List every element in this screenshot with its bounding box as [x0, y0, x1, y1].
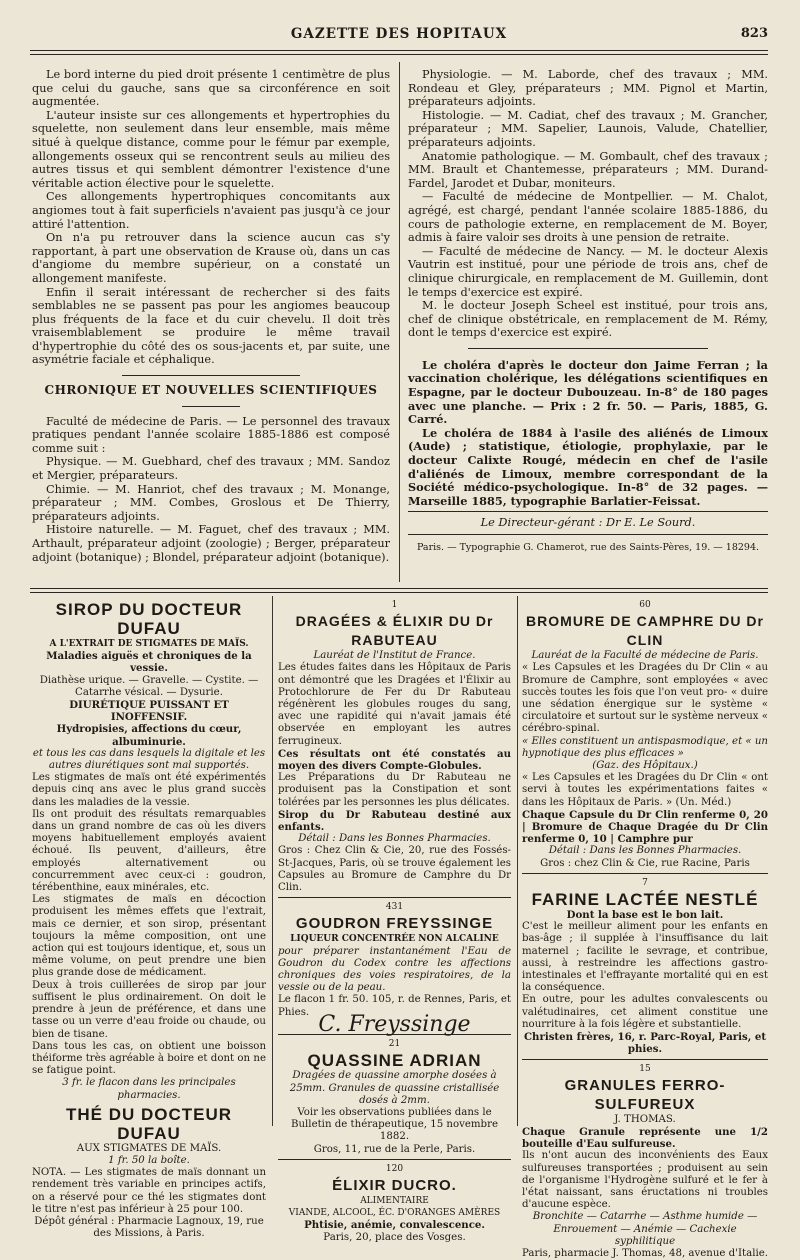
faculty-paragraph: Histoire naturelle. — M. Faguet, chef des travaux ; MM. Arthault, préparateur adjoint (zoologie) ; Berger, préparateur adjoint (botanique) ; Blondel, préparateur adjoint (botanique).	[32, 523, 390, 564]
ad-text: Dragées de quassine amorphe dosées à 25mm. Granules de quassine cristallisée dosés à 2mm.	[289, 1070, 500, 1106]
ad-title: BROMURE DE CAMPHRE DU Dr CLIN	[526, 613, 764, 649]
ad-divider-2	[517, 596, 518, 1126]
ad-citation: (Gaz. des Hôpitaux.)	[592, 760, 698, 772]
ad-text: Phtisie, anémie, convalescence.	[304, 1219, 485, 1232]
news-paragraph: — Faculté de médecine de Nancy. — M. le docteur Alexis Vautrin est institué, pour une période de trois ans, chef de clinique chirurgicale, en remplacement de M. Guillemin, dont le temps d'exercice est expiré.	[408, 244, 768, 299]
ad-text: Ils n'ont aucun des inconvénients des Eaux sulfureuses transportées ; produisent au sein de l'organisme l'Hydrogène sulfuré et le fer à l'état naissant, sans éructations ni troubles d'aucune espèce.	[522, 1150, 768, 1211]
ads-top-rule	[30, 588, 768, 589]
ad-rule	[522, 873, 768, 874]
article-paragraph: On n'a pu retrouver dans la science aucun cas s'y rapportant, à part une observation de Krause où, dans un cas d'angiome du membre supérieur, on a constaté un allongement manifeste.	[32, 231, 390, 285]
ad-tag: ALIMENTAIRE	[360, 1195, 429, 1206]
faculty-paragraph: Physiologie. — M. Laborde, chef des travaux ; MM. Rondeau et Gley, préparateurs ; MM. Pignol et Martin, préparateurs adjoints.	[408, 68, 768, 109]
ad-text: Chaque Capsule du Dr Clin renferme 0, 20 | Bromure de Chaque Dragée du Dr Clin renferme 0, 10 | Camphre pur	[522, 808, 768, 846]
news-paragraph: — Faculté de médecine de Montpellier. — M. Chalot, agrégé, est chargé, pendant l'année scolaire 1885-1886, du cours de pathologie externe, en remplacement de M. Boyer, admis à faire valoir ses droits à une pension de retraite.	[408, 190, 768, 245]
ad-depot: Dépôt général : Pharmacie Lagnoux, 19, rue des Missions, à Paris.	[34, 1215, 264, 1240]
ad-tag: LIQUEUR CONCENTRÉE NON ALCALINE	[290, 934, 499, 945]
ad-title-granules: GRANULES FERRO-SULFUREUX	[564, 1076, 726, 1113]
ad-column-dufau	[32, 600, 266, 1240]
ad-rule	[278, 897, 511, 898]
ad-subtitle: A L'EXTRAIT DE STIGMATES DE MAÏS.	[49, 639, 249, 649]
ads-top-rule-thin	[30, 592, 768, 593]
ad-subtitle: Lauréat de la Faculté de médecine de Paris.	[531, 650, 759, 662]
article-paragraph: Enfin il serait intéressant de rechercher si des faits semblables ne se passent pas pour les angiomes beaucoup plus fréquents de la face et du cuir chevelu. Il doit très vraisemblablement se produire le même travail d'hypertrophie du côté des os sous-jacents et, par suite, une asymétrie faciale et céphalique.	[32, 285, 390, 367]
ad-text: Ces résultats ont été constatés au moyen des divers Compte-Globules.	[278, 747, 511, 773]
ad-note: NOTA. — Les stigmates de maïs donnant un rendement très variable en principes actifs, on a réservé pour ce thé les stigmates dont le titre n'est pas inférieur à 25 pour 100.	[32, 1167, 266, 1215]
page-header	[30, 26, 768, 46]
ad-text: Voir les observations publiées dans le Bulletin de thérapeutique, 15 novembre 1882.	[291, 1106, 498, 1143]
ad-title: DRAGÉES & ÉLIXIR DU Dr RABUTEAU	[295, 613, 494, 649]
ad-column-rabuteau	[278, 598, 511, 1244]
ad-number: 21	[388, 1039, 401, 1050]
ad-title-2: THÉ DU DOCTEUR DUFAU	[65, 1104, 233, 1143]
news-paragraph: M. le docteur Joseph Scheel est institué, pour trois ans, chef de clinique obstétricale, en remplacement de M. Rémy, dont le temps d'exercice est expiré.	[408, 299, 768, 340]
ad-title-elixir: ÉLIXIR DUCRO.	[332, 1176, 457, 1194]
ad-rule	[522, 1059, 768, 1060]
ad-line: Ils ont produit des résultats remarquables dans un grand nombre de cas où les divers moyens habituellement employés avaient échoué. Ils peuvent, d'ailleurs, être employés alternativement ou concurremment avec ceux-ci : goudron, térébenthine, eaux minérales, etc.	[32, 808, 266, 894]
ad-title-quassine: QUASSINE ADRIAN	[307, 1051, 482, 1071]
ad-divider-1	[272, 596, 273, 1126]
ad-line: Hydropisies, affections du cœur, albuminurie.	[56, 723, 242, 748]
ad-subtitle-2: AUX STIGMATES DE MAÏS.	[76, 1142, 222, 1154]
article-paragraph: Le bord interne du pied droit présente 1 centimètre de plus que celui du gauche, sans que sa circonférence en soit augmentée.	[32, 68, 390, 109]
column-divider	[399, 62, 400, 582]
ad-number: 1	[391, 600, 398, 610]
ad-text: C'est le meilleur aliment pour les enfants en bas-âge ; il supplée à l'insuffisance du lait maternel ; facilite le sevrage, et contribue, aussi, à restreindre les affections gastro-intestinales et l'effrayante mortalité qui en est la conséquence.	[522, 921, 768, 994]
ad-line: Dans tous les cas, on obtient une boisson théiforme très agréable à boire et dont on ne se fatigue point.	[32, 1040, 266, 1077]
page-number: 823	[740, 26, 768, 41]
director-signature: Le Directeur-gérant : Dr E. Le Sourd.	[480, 516, 696, 530]
ad-gros: Gros : chez Clin & Cie, rue Racine, Paris	[540, 857, 750, 869]
header-rule	[30, 50, 768, 51]
bibliography-entry: Le choléra de 1884 à l'asile des aliénés de Limoux (Aude) ; statistique, étiologie, prophylaxie, par le docteur Calixte Rougé, médecin en chef de l'asile d'aliénés de Limoux, membre correspondant de la Société médico-psychologique. In-8° de 32 pages. — Marseille 1885, typographie Barlatier-Feissat.	[408, 425, 768, 508]
ad-line: Deux à trois cuillerées de sirop par jour suffisent le plus ordinairement. On doit le prendre à jeun de préférence, et dans une tasse ou un verre d'eau froide ou chaude, ou bien de tisane.	[32, 979, 266, 1040]
ad-text: Les études faites dans les Hôpitaux de Paris ont démontré que les Dragées et l'Élixir au Protochlorure de Fer du Dr Rabuteau régénèrent les globules rouges du sang, avec une rapidité qui n'avait jamais été observée en employant les autres ferrugineux.	[278, 662, 511, 747]
section-title: CHRONIQUE ET NOUVELLES SCIENTIFIQUES	[44, 383, 378, 398]
section-rule	[122, 375, 300, 376]
ad-number: 120	[385, 1163, 404, 1174]
ad-number: 7	[642, 877, 648, 888]
faculty-paragraph: Physique. — M. Guebhard, chef des travaux ; MM. Sandoz et Mergier, préparateurs.	[32, 455, 390, 483]
ad-text: « Les Capsules et les Dragées du Dr Clin « ont servi à toutes les expérimentations faites « dans les Hôpitaux de Paris. » (Un. Méd.)	[522, 772, 768, 808]
ad-detail: Détail : Dans les Bonnes Pharmacies.	[298, 833, 491, 845]
ad-column-clin	[522, 598, 768, 1260]
printer-imprint: Paris. — Typographie G. Chamerot, rue des Saints-Pères, 19. — 18294.	[416, 542, 760, 553]
header-rule-thin	[30, 54, 768, 55]
ad-address: Paris, 20, place des Vosges.	[323, 1231, 466, 1243]
ad-gros: Gros, 11, rue de la Perle, Paris.	[313, 1143, 476, 1155]
ad-tag: Dont la base est le bon lait.	[566, 909, 724, 922]
ad-price: 1 fr. 50 la boîte.	[108, 1154, 190, 1166]
ad-number: 60	[639, 600, 651, 610]
ad-line: 3 fr. le flacon dans les principales pharmacies.	[62, 1077, 236, 1101]
ad-text: Bronchite — Catarrhe — Asthme humide — Enrouement — Anémie — Cachexie syphilitique	[532, 1211, 758, 1247]
faculty-paragraph: Histologie. — M. Cadiat, chef des travaux ; M. Grancher, préparateur ; MM. Sapelier, Launois, Valude, Chatellier, préparateurs adjoints.	[408, 108, 768, 149]
faculty-paragraph: Anatomie pathologique. — M. Gombault, chef des travaux ; MM. Brault et Chantemesse, préparateurs ; MM. Durand-Fardel, Jarodet et Dubar, moniteurs.	[408, 149, 768, 190]
ad-line: et tous les cas dans lesquels la digitale et les autres diurétiques sont mal supportés.	[32, 747, 266, 772]
ad-text: Les Préparations du Dr Rabuteau ne produisent pas la Constipation et sont tolérées par les personnes les plus délicates.	[278, 772, 511, 808]
faculty-paragraph: Faculté de médecine de Paris. — Le personnel des travaux pratiques pendant l'année scolaire 1885-1886 est composé comme suit :	[32, 414, 390, 455]
ad-text: « Les Capsules et les Dragées du Dr Clin « au Bromure de Camphre, sont employées « avec succès toutes les fois que l'on veut pro- « duire une sédation énergique sur le système « circulatoire et surtout sur le système nerveux « cérébro-spinal.	[522, 662, 768, 735]
article-paragraph: L'auteur insiste sur ces allongements et hypertrophies du squelette, non seulement dans leur ensemble, mais même situé à quelque distance, comme pour le fémur par exemple, allongements osseux qui se rencontrent seuls au milieu des autres tissus et qui semblent démontrer l'existence d'une véritable action élective pour le squelette.	[32, 108, 390, 190]
ad-subtitle: Lauréat de l'Institut de France.	[313, 650, 476, 662]
article-paragraph: Ces allongements hypertrophiques concomitants aux angiomes tout à fait superficiels n'avaient pas jusqu'à ce jour attiré l'attention.	[32, 190, 390, 231]
ad-price: Le flacon 1 fr. 50. 105, r. de Rennes, Paris, et Phies.	[278, 994, 511, 1018]
signature-rule	[408, 511, 768, 512]
ad-text: pour préparer instantanément l'Eau de Goudron du Codex contre les affections chroniques des voies respiratoires, de la vessie ou de la peau.	[278, 945, 511, 994]
ad-text: « Elles constituent un antispasmodique, et « un hypnotique des plus efficaces »	[522, 735, 768, 759]
ad-title-goudron: GOUDRON FREYSSINGE	[295, 915, 494, 933]
ad-number: 15	[639, 1063, 651, 1074]
ad-line: Les stigmates de maïs en décoction produisent les mêmes effets que l'extrait, mais ce dernier, et son sirop, présentant toujours la même composition, ont une action qui est toujours identique, et, sous un même volume, on peut prendre une bien plus grande dose de médicament.	[32, 894, 266, 979]
ad-title: SIROP DU DOCTEUR DUFAU	[55, 600, 243, 638]
ad-line: Diathèse urique. — Gravelle. — Cystite. — Catarrhe vésical. — Dysurie.	[39, 674, 259, 698]
ad-text: En outre, pour les adultes convalescents ou valétudinaires, cet aliment constitue une nourriture à la fois légère et substantielle.	[522, 994, 768, 1030]
section-rule-short	[182, 406, 240, 407]
ad-tag: VIANDE, ALCOOL, ÉC. D'ORANGES AMÈRES	[288, 1208, 501, 1219]
ad-address: Christen frères, 16, r. Parc-Royal, Paris, et phies.	[523, 1031, 767, 1056]
section-rule	[468, 348, 708, 349]
ad-number: 431	[385, 902, 404, 913]
journal-title: GAZETTE DES HOPITAUX	[290, 26, 508, 42]
ad-line: DIURÉTIQUE PUISSANT ET INOFFENSIF.	[69, 699, 229, 724]
faculty-paragraph: Chimie. — M. Hanriot, chef des travaux ; M. Monange, préparateur ; MM. Combes, Groslous et De Thierry, préparateurs adjoints.	[32, 482, 390, 523]
ad-address: Paris, pharmacie J. Thomas, 48, avenue d'Italie.	[522, 1247, 768, 1259]
ad-gros: Gros : Chez Clin & Cie, 20, rue des Fossés-St-Jacques, Paris, où se trouve également les Capsules au Bromure de Camphre du Dr Clin.	[278, 845, 511, 894]
ad-line: Les stigmates de maïs ont été expérimentés depuis cinq ans avec le plus grand succès dans les maladies de la vessie.	[32, 772, 266, 808]
ad-line: Maladies aiguës et chroniques de la vessie.	[46, 650, 252, 675]
ad-text: Sirop du Dr Rabuteau destiné aux enfants.	[278, 808, 511, 834]
ad-title-farine: FARINE LACTÉE NESTLÉ	[531, 890, 759, 910]
ad-rule	[278, 1159, 511, 1160]
handwritten-signature: C. Freyssinge	[318, 1011, 471, 1037]
imprint-rule	[408, 534, 768, 535]
ad-detail: Détail : Dans les Bonnes Pharmacies.	[548, 845, 742, 857]
ad-text: Chaque Granule représente une 1/2 bouteille d'Eau sulfureuse.	[522, 1125, 768, 1151]
right-text-column	[408, 68, 768, 555]
ad-subtitle: J. THOMAS.	[614, 1113, 676, 1125]
bibliography-entry: Le choléra d'après le docteur don Jaime Ferran ; la vaccination cholérique, les délégations scientifiques en Espagne, par le docteur Dubouzeau. In-8° de 180 pages avec une planche. — Prix : 2 fr. 50. — Paris, 1885, G. Carré.	[408, 357, 768, 427]
left-text-column	[32, 68, 390, 564]
